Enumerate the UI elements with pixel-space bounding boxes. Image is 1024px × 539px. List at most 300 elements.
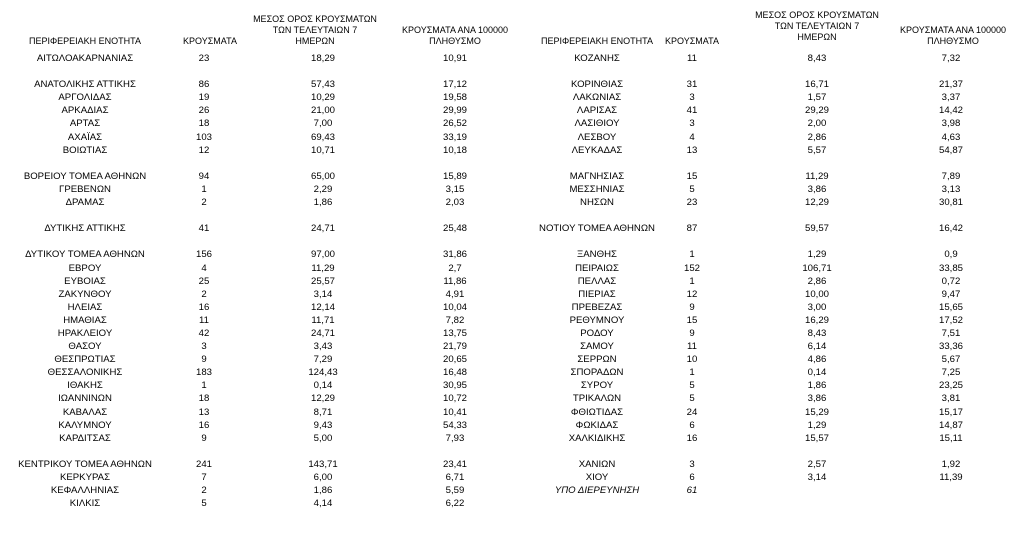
spacer-row <box>0 209 512 222</box>
cases-cell: 61 <box>686 485 698 497</box>
table-row <box>512 353 1024 366</box>
cases-cell: 23 <box>686 197 698 209</box>
table-row <box>512 170 1024 183</box>
cases-cell: 3 <box>201 341 207 353</box>
avg7-cell: 2,86 <box>807 275 827 287</box>
per100k-cell: 7,93 <box>445 432 465 444</box>
cases-cell: 2 <box>201 197 207 209</box>
avg7-cell: 2,00 <box>807 118 827 130</box>
avg7-cell: 6,14 <box>807 341 827 353</box>
region-cell: ΘΕΣΠΡΩΤΙΑΣ <box>54 354 116 366</box>
table-row <box>512 484 1024 497</box>
avg7-cell: 1,57 <box>807 92 827 104</box>
table-row <box>512 104 1024 117</box>
avg7-cell: 10,29 <box>310 92 335 104</box>
cases-cell: 9 <box>201 432 207 444</box>
per100k-cell: 7,25 <box>941 367 961 379</box>
cases-cell: 87 <box>686 223 698 235</box>
table-row <box>512 327 1024 340</box>
region-cell: ΒΟΙΩΤΙΑΣ <box>62 144 108 156</box>
cases-cell: 10 <box>686 354 698 366</box>
per100k-cell: 15,17 <box>938 406 963 418</box>
cases-cell: 19 <box>198 92 210 104</box>
cases-cell: 7 <box>201 472 207 483</box>
region-cell: ΚΕΦΑΛΛΗΝΙΑΣ <box>50 485 120 497</box>
avg7-cell: 12,29 <box>804 197 829 209</box>
table-row <box>0 366 512 379</box>
avg7-cell: 11,71 <box>311 314 335 326</box>
region-column-header: ΠΕΡΙΦΕΡΕΙΑΚΗ ΕΝΟΤΗΤΑ <box>28 36 142 46</box>
region-cell: ΚΕΝΤΡΙΚΟΥ ΤΟΜΕΑ ΑΘΗΝΩΝ <box>18 458 152 470</box>
region-cell: ΞΑΝΘΗΣ <box>577 249 617 261</box>
region-cell: ΡΕΘΥΜΝΟΥ <box>569 314 625 326</box>
region-cell: ΚΑΡΔΙΤΣΑΣ <box>59 432 111 444</box>
cases-cell: 152 <box>683 262 700 274</box>
cases-cell: 2 <box>201 485 207 497</box>
table-row <box>512 262 1024 275</box>
per100k-cell: 10,04 <box>442 301 467 313</box>
cases-cell: 41 <box>198 223 210 235</box>
region-column-header: ΠΕΡΙΦΕΡΕΙΑΚΗ ΕΝΟΤΗΤΑ <box>540 36 654 46</box>
spacer-row <box>0 65 512 78</box>
cases-cell: 6 <box>689 472 695 483</box>
spacer-row <box>512 445 1024 458</box>
region-cell: ΛΕΥΚΑΔΑΣ <box>571 144 623 156</box>
table-row <box>0 131 512 144</box>
table-row <box>512 471 1024 484</box>
avg7-cell: 24,71 <box>310 223 335 235</box>
region-cell: ΒΟΡΕΙΟΥ ΤΟΜΕΑ ΑΘΗΝΩΝ <box>23 170 147 182</box>
region-cell: ΕΥΒΟΙΑΣ <box>64 275 106 287</box>
region-cell: ΠΕΛΛΑΣ <box>577 275 617 287</box>
avg7-cell: 11,29 <box>805 170 829 182</box>
per100k-cell: 10,91 <box>442 53 467 64</box>
per100k-cell: 30,81 <box>938 197 963 209</box>
per100k-cell: 26,52 <box>442 118 467 130</box>
avg7-cell: 2,57 <box>807 458 827 470</box>
per100k-cell: 15,11 <box>939 432 963 444</box>
left-header-row <box>0 0 512 48</box>
region-cell: ΡΟΔΟΥ <box>580 327 614 339</box>
spacer-row <box>512 157 1024 170</box>
region-cell: ΦΩΚΙΔΑΣ <box>575 419 619 431</box>
table-row <box>0 484 512 497</box>
avg7-cell: 1,86 <box>313 197 333 209</box>
region-cell: ΚΑΛΥΜΝΟΥ <box>58 419 112 431</box>
region-cell: ΚΙΛΚΙΣ <box>69 498 101 510</box>
avg7-cell: 24,71 <box>310 327 335 339</box>
avg7-cell: 106,71 <box>802 262 832 274</box>
table-row <box>512 379 1024 392</box>
cases-cell: 11 <box>687 341 697 353</box>
table-row <box>0 183 512 196</box>
table-row <box>0 497 512 510</box>
table-row <box>0 262 512 275</box>
region-cell: ΚΟΡΙΝΘΙΑΣ <box>570 79 624 91</box>
region-cell: ΑΙΤΩΛΟΑΚΑΡΝΑΝΙΑΣ <box>36 53 134 64</box>
cases-cell: 9 <box>689 301 695 313</box>
per100k-cell: 33,19 <box>442 131 467 143</box>
table-row <box>0 196 512 209</box>
region-cell: ΚΕΡΚΥΡΑΣ <box>59 472 110 483</box>
region-cell: ΙΘΑΚΗΣ <box>67 380 103 392</box>
region-cell: ΘΑΣΟΥ <box>68 341 102 353</box>
table-row <box>0 170 512 183</box>
avg7-cell: 65,00 <box>310 170 335 182</box>
region-cell: ΕΒΡΟΥ <box>68 262 102 274</box>
avg7-cell: 11,29 <box>311 262 335 274</box>
avg7-cell: 7,29 <box>313 354 333 366</box>
table-row <box>0 288 512 301</box>
per100k-cell: 54,87 <box>938 144 963 156</box>
table-row <box>0 471 512 484</box>
avg7-cell: 29,29 <box>804 105 829 117</box>
cases-cell: 41 <box>686 105 698 117</box>
per100k-cell: 11,86 <box>443 275 467 287</box>
region-cell: ΧΑΝΙΩΝ <box>578 458 616 470</box>
table-row <box>0 340 512 353</box>
per100k-cell: 2,7 <box>448 262 462 274</box>
cases-cell: 16 <box>198 301 210 313</box>
region-cell: ΓΡΕΒΕΝΩΝ <box>59 183 111 195</box>
cases-cell: 11 <box>199 314 209 326</box>
avg7-cell: 124,43 <box>308 367 338 379</box>
per100k-cell: 14,87 <box>938 419 963 431</box>
avg7-cell: 8,71 <box>313 406 333 418</box>
per100k-cell: 29,99 <box>442 105 467 117</box>
region-cell: ΧΙΟΥ <box>585 472 609 483</box>
table-row <box>0 458 512 471</box>
region-cell: ΛΑΣΙΘΙΟΥ <box>574 118 620 130</box>
per100k-cell: 3,81 <box>941 393 961 405</box>
cases-cell: 1 <box>201 380 207 392</box>
table-row <box>512 432 1024 445</box>
cases-column-header: ΚΡΟΥΣΜΑΤΑ <box>665 36 719 46</box>
cases-cell: 5 <box>689 183 695 195</box>
region-cell: ΧΑΛΚΙΔΙΚΗΣ <box>568 432 626 444</box>
avg7-cell: 5,57 <box>807 144 827 156</box>
cases-cell: 23 <box>198 53 210 64</box>
per100k-cell: 3,15 <box>445 183 465 195</box>
cases-cell: 3 <box>689 92 695 104</box>
per100k-cell: 5,59 <box>445 485 465 497</box>
cases-cell: 11 <box>687 53 697 64</box>
table-row <box>0 275 512 288</box>
avg7-cell: 1,86 <box>807 380 827 392</box>
table-row <box>512 301 1024 314</box>
cases-cell: 16 <box>198 419 210 431</box>
region-cell: ΣΥΡΟΥ <box>580 380 614 392</box>
avg7-cell: 21,00 <box>310 105 335 117</box>
avg7-cell: 3,00 <box>807 301 827 313</box>
table-row <box>512 366 1024 379</box>
table-row <box>512 288 1024 301</box>
table-row <box>0 392 512 405</box>
table-row <box>512 340 1024 353</box>
per100k-cell: 54,33 <box>442 419 467 431</box>
avg7-cell: 0,14 <box>313 380 333 392</box>
avg7-cell: 69,43 <box>310 131 335 143</box>
region-cell: ΗΛΕΙΑΣ <box>67 301 103 313</box>
per100k-cell: 9,47 <box>941 288 961 300</box>
per100k-cell: 15,65 <box>938 301 963 313</box>
region-cell: ΔΥΤΙΚΟΥ ΤΟΜΕΑ ΑΘΗΝΩΝ <box>25 249 145 261</box>
spacer-row <box>512 65 1024 78</box>
spacer-row <box>0 157 512 170</box>
per100k-cell: 10,18 <box>442 144 467 156</box>
per100k-cell: 6,71 <box>445 472 465 483</box>
per100k-cell: 16,48 <box>442 367 467 379</box>
table-row <box>512 222 1024 235</box>
cases-cell: 26 <box>198 105 210 117</box>
cases-cell: 183 <box>195 367 212 379</box>
region-cell: ΜΕΣΣΗΝΙΑΣ <box>569 183 625 195</box>
region-cell: ΑΝΑΤΟΛΙΚΗΣ ΑΤΤΙΚΗΣ <box>34 79 136 91</box>
table-row <box>512 196 1024 209</box>
avg7-cell: 16,29 <box>804 314 829 326</box>
avg7-cell: 3,43 <box>313 341 333 353</box>
per100k-cell: 7,82 <box>445 314 465 326</box>
cases-cell: 42 <box>198 327 210 339</box>
avg7-cell: 3,86 <box>807 183 827 195</box>
table-row <box>0 91 512 104</box>
table-row <box>0 432 512 445</box>
spacer-row <box>0 235 512 248</box>
cases-cell: 5 <box>201 498 207 510</box>
table-row <box>512 78 1024 91</box>
per100k-column-header: ΚΡΟΥΣΜΑΤΑ ΑΝΑ 100000 ΠΛΗΘΥΣΜΟ <box>900 25 1006 46</box>
cases-cell: 5 <box>689 380 695 392</box>
cases-cell: 4 <box>201 262 207 274</box>
table-row <box>0 406 512 419</box>
avg7-cell: 57,43 <box>310 79 335 91</box>
spacer-row <box>0 445 512 458</box>
region-cell: ΦΘΙΩΤΙΔΑΣ <box>570 406 624 418</box>
region-cell: ΝΟΤΙΟΥ ΤΟΜΕΑ ΑΘΗΝΩΝ <box>539 223 655 235</box>
per100k-cell: 0,9 <box>944 249 958 261</box>
cases-column-header: ΚΡΟΥΣΜΑΤΑ <box>183 36 237 46</box>
cases-cell: 31 <box>686 79 698 91</box>
table-row <box>0 353 512 366</box>
per100k-cell: 7,89 <box>941 170 961 182</box>
avg7-cell: 97,00 <box>310 249 335 261</box>
per100k-cell: 16,42 <box>938 223 963 235</box>
region-cell: ΗΡΑΚΛΕΙΟΥ <box>57 327 113 339</box>
cases-cell: 18 <box>198 118 210 130</box>
avg7-cell: 59,57 <box>804 223 829 235</box>
table-row <box>0 78 512 91</box>
region-cell: ΑΡΚΑΔΙΑΣ <box>61 105 109 117</box>
per100k-cell: 21,79 <box>442 341 467 353</box>
spacer-row <box>512 209 1024 222</box>
avg7-cell: 4,86 <box>807 354 827 366</box>
per100k-cell: 20,65 <box>442 354 467 366</box>
per100k-cell: 19,58 <box>442 92 467 104</box>
region-cell: ΣΕΡΡΩΝ <box>577 354 617 366</box>
table-row <box>0 327 512 340</box>
table-row <box>0 314 512 327</box>
table-row <box>0 104 512 117</box>
avg7-cell: 25,57 <box>310 275 335 287</box>
table-row <box>512 419 1024 432</box>
avg7-cell: 15,57 <box>804 432 829 444</box>
avg7-cell: 1,86 <box>313 485 333 497</box>
per100k-cell: 33,85 <box>938 262 963 274</box>
avg7-cell: 143,71 <box>308 458 338 470</box>
left-table-body <box>0 52 512 510</box>
region-cell: ΠΕΙΡΑΙΩΣ <box>575 262 619 274</box>
cases-cell: 1 <box>201 183 207 195</box>
right-header-row <box>512 0 1024 48</box>
avg7-cell: 7,00 <box>313 118 333 130</box>
table-row <box>512 458 1024 471</box>
avg7-cell: 12,29 <box>310 393 335 405</box>
avg7-column-header: ΜΕΣΟΣ ΟΡΟΣ ΚΡΟΥΣΜΑΤΩΝ ΤΩΝ ΤΕΛΕΥΤΑΙΩΝ 7 ΗΜΕΡΩΝ <box>755 10 879 42</box>
table-row <box>512 117 1024 130</box>
avg7-cell: 10,00 <box>804 288 829 300</box>
per100k-cell: 3,13 <box>941 183 961 195</box>
cases-cell: 3 <box>689 458 695 470</box>
cases-cell: 103 <box>195 131 212 143</box>
cases-cell: 6 <box>689 419 695 431</box>
cases-cell: 16 <box>686 432 698 444</box>
table-row <box>0 301 512 314</box>
cases-cell: 9 <box>201 354 207 366</box>
table-row <box>512 183 1024 196</box>
avg7-cell: 0,14 <box>807 367 827 379</box>
table-row <box>512 91 1024 104</box>
table-row <box>0 379 512 392</box>
per100k-cell: 23,41 <box>442 458 467 470</box>
per100k-cell: 15,89 <box>442 170 467 182</box>
avg7-cell: 3,14 <box>313 288 333 300</box>
avg7-cell: 6,00 <box>313 472 333 483</box>
avg7-cell: 2,29 <box>313 183 333 195</box>
table-row <box>0 117 512 130</box>
avg7-cell: 16,71 <box>804 79 829 91</box>
cases-cell: 15 <box>686 314 698 326</box>
cases-cell: 12 <box>686 288 698 300</box>
cases-cell: 156 <box>195 249 212 261</box>
per100k-cell: 30,95 <box>442 380 467 392</box>
per100k-cell: 0,72 <box>941 275 961 287</box>
cases-cell: 94 <box>198 170 210 182</box>
table-row <box>0 248 512 261</box>
region-cell: ΣΑΜΟΥ <box>580 341 614 353</box>
cases-cell: 3 <box>689 118 695 130</box>
avg7-cell: 2,86 <box>807 131 827 143</box>
avg7-cell: 1,29 <box>807 419 827 431</box>
per100k-column-header: ΚΡΟΥΣΜΑΤΑ ΑΝΑ 100000 ΠΛΗΘΥΣΜΟ <box>402 25 508 46</box>
table-row <box>0 144 512 157</box>
region-cell: ΚΑΒΑΛΑΣ <box>62 406 108 418</box>
per100k-cell: 3,98 <box>941 118 961 130</box>
region-cell: ΣΠΟΡΑΔΩΝ <box>570 367 624 379</box>
region-cell: ΚΟΖΑΝΗΣ <box>574 53 620 64</box>
per100k-cell: 17,52 <box>938 314 963 326</box>
region-cell: ΘΕΣΣΑΛΟΝΙΚΗΣ <box>47 367 123 379</box>
avg7-cell: 4,14 <box>313 498 333 510</box>
avg7-column-header: ΜΕΣΟΣ ΟΡΟΣ ΚΡΟΥΣΜΑΤΩΝ ΤΩΝ ΤΕΛΕΥΤΑΙΩΝ 7 ΗΜΕΡΩΝ <box>253 14 377 46</box>
spacer-row <box>512 235 1024 248</box>
table-row <box>512 275 1024 288</box>
cases-cell: 1 <box>689 275 695 287</box>
region-cell: ΛΑΚΩΝΙΑΣ <box>572 92 622 104</box>
table-row <box>512 392 1024 405</box>
per100k-cell: 17,12 <box>442 79 467 91</box>
cases-cell: 24 <box>686 406 698 418</box>
region-cell: ΛΕΣΒΟΥ <box>577 131 617 143</box>
per100k-cell: 4,63 <box>941 131 961 143</box>
per100k-cell: 7,51 <box>941 327 961 339</box>
table-row <box>512 406 1024 419</box>
cases-cell: 12 <box>198 144 210 156</box>
cases-cell: 9 <box>689 327 695 339</box>
region-cell: ΔΡΑΜΑΣ <box>65 197 105 209</box>
table-row <box>512 314 1024 327</box>
region-cell: ΠΙΕΡΙΑΣ <box>578 288 616 300</box>
per100k-cell: 10,72 <box>442 393 467 405</box>
cases-cell: 1 <box>689 249 695 261</box>
region-cell: ΠΡΕΒΕΖΑΣ <box>571 301 623 313</box>
avg7-cell: 8,43 <box>807 327 827 339</box>
region-cell: ΤΡΙΚΑΛΩΝ <box>572 393 622 405</box>
region-cell: ΑΧΑΪΑΣ <box>67 131 103 143</box>
per100k-cell: 3,37 <box>941 92 961 104</box>
table-row <box>0 52 512 65</box>
region-cell: ΖΑΚΥΝΘΟΥ <box>58 288 112 300</box>
region-cell: ΗΜΑΘΙΑΣ <box>63 314 107 326</box>
avg7-cell: 15,29 <box>804 406 829 418</box>
per100k-cell: 11,39 <box>939 472 963 483</box>
per100k-cell: 14,42 <box>938 105 963 117</box>
per100k-cell: 10,41 <box>442 406 467 418</box>
cases-cell: 13 <box>198 406 210 418</box>
cases-cell: 25 <box>198 275 210 287</box>
cases-cell: 5 <box>689 393 695 405</box>
per100k-cell: 33,36 <box>938 341 963 353</box>
per100k-cell: 4,91 <box>445 288 465 300</box>
region-cell: ΑΡΓΟΛΙΔΑΣ <box>58 92 112 104</box>
avg7-cell: 10,71 <box>310 144 335 156</box>
cases-cell: 13 <box>686 144 698 156</box>
avg7-cell: 12,14 <box>310 301 335 313</box>
table-row <box>512 248 1024 261</box>
cases-cell: 15 <box>686 170 698 182</box>
avg7-cell: 3,14 <box>807 472 827 483</box>
region-cell: ΔΥΤΙΚΗΣ ΑΤΤΙΚΗΣ <box>44 223 126 235</box>
region-cell: ΜΑΓΝΗΣΙΑΣ <box>569 170 625 182</box>
region-cell: ΙΩΑΝΝΙΝΩΝ <box>58 393 112 405</box>
table-row <box>0 222 512 235</box>
avg7-cell: 8,43 <box>807 53 827 64</box>
table-row <box>512 131 1024 144</box>
cases-cell: 241 <box>195 458 212 470</box>
avg7-cell: 18,29 <box>310 53 335 64</box>
per100k-cell: 6,22 <box>445 498 465 510</box>
per100k-cell: 21,37 <box>938 79 963 91</box>
per100k-cell: 7,32 <box>941 53 961 64</box>
per100k-cell: 23,25 <box>938 380 963 392</box>
per100k-cell: 2,03 <box>445 197 465 209</box>
avg7-cell: 9,43 <box>313 419 333 431</box>
per100k-cell: 1,92 <box>941 458 961 470</box>
per100k-cell: 31,86 <box>442 249 467 261</box>
right-table-body <box>512 52 1024 497</box>
cases-cell: 18 <box>198 393 210 405</box>
region-cell: ΑΡΤΑΣ <box>69 118 101 130</box>
per100k-cell: 13,75 <box>442 327 467 339</box>
